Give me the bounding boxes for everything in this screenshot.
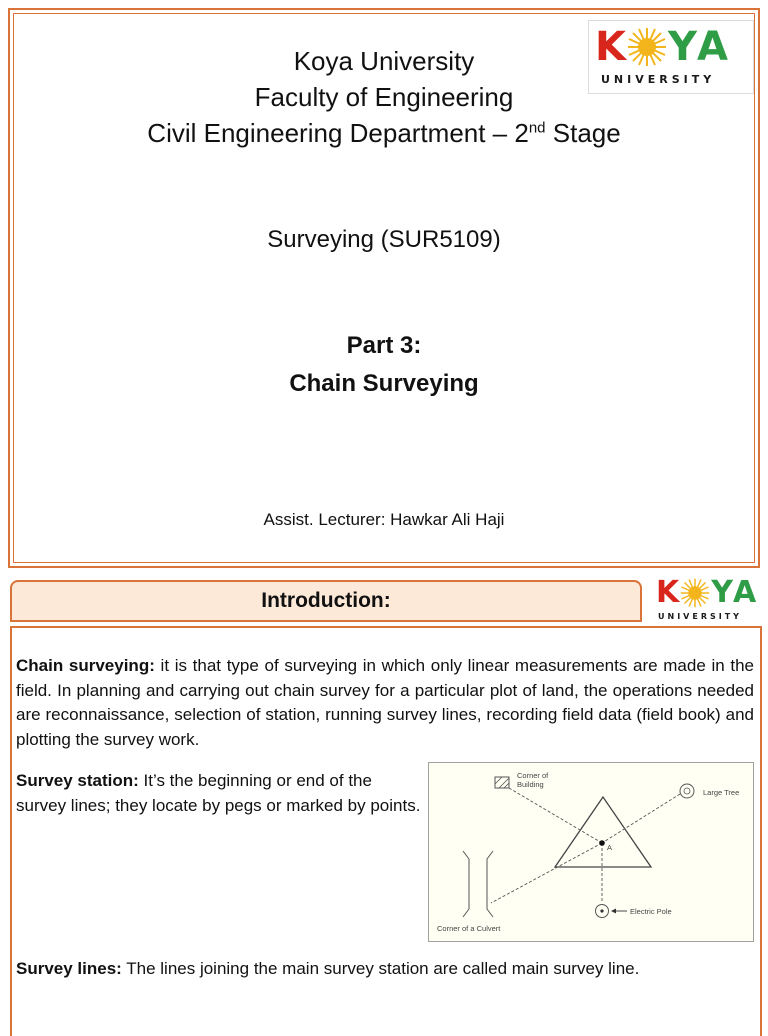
logo-letter-k: K xyxy=(656,575,680,610)
department-line xyxy=(0,118,768,149)
large-tree-icon xyxy=(680,784,694,798)
culvert-label: Corner of a Culvert xyxy=(437,924,501,933)
logo-subtitle: UNIVERSITY xyxy=(658,612,742,621)
electric-pole-label: Electric Pole xyxy=(630,907,672,916)
survey-station-definition xyxy=(16,769,426,818)
survey-lines-text: The lines joining the main survey station are called main survey line. xyxy=(121,959,640,978)
survey-station-diagram xyxy=(428,762,754,942)
station-a-label: A xyxy=(607,843,613,852)
logo-subtitle: UNIVERSITY xyxy=(601,73,716,86)
department-suffix: Stage xyxy=(545,118,621,148)
station-point-a xyxy=(599,840,605,846)
chain-surveying-term: Chain surveying: xyxy=(16,656,155,675)
corner-building-label-2: Building xyxy=(517,780,544,789)
building-corner-icon xyxy=(495,777,509,788)
survey-lines-definition xyxy=(16,957,756,982)
corner-building-label-1: Corner of xyxy=(517,771,549,780)
logo-letter-k: K xyxy=(595,24,626,70)
course-title: Surveying (SUR5109) xyxy=(267,226,501,253)
survey-station-text: It’s the beginning or end of the survey lines; they locate by pegs or marked by points. xyxy=(16,771,421,815)
koya-university-logo-small xyxy=(654,576,762,626)
chain-surveying-definition xyxy=(16,654,754,752)
logo-letter-a: A xyxy=(732,575,757,610)
logo-letter-y: Y xyxy=(668,24,697,70)
sun-icon xyxy=(680,578,710,608)
university-name: Koya University xyxy=(293,46,475,76)
large-tree-label: Large Tree xyxy=(703,788,740,797)
survey-lines-term: Survey lines: xyxy=(16,959,122,978)
culvert-icon xyxy=(463,851,493,917)
lecturer-name: Assist. Lecturer: Hawkar Ali Haji xyxy=(263,510,505,529)
chain-surveying-text: it is that type of surveying in which only linear measurements are made in the field. In planning and carrying out chain survey for a particular plot of land, the operations needed are reconnaissance, selection of station, running survey lines, recording field data (field book) and plotting the survey work. xyxy=(16,656,754,749)
survey-triangle xyxy=(555,797,651,867)
department-superscript: nd xyxy=(528,119,546,137)
faculty-name: Faculty of Engineering xyxy=(254,82,514,112)
topic-title: Chain Surveying xyxy=(289,370,479,397)
logo-letter-y: Y xyxy=(711,575,733,610)
intro-header: Introduction: xyxy=(10,580,642,622)
part-label: Part 3: xyxy=(346,332,422,359)
department-prefix: Civil Engineering Department – 2 xyxy=(147,118,529,148)
logo-letter-a: A xyxy=(696,24,728,70)
survey-station-term: Survey station: xyxy=(16,771,139,790)
